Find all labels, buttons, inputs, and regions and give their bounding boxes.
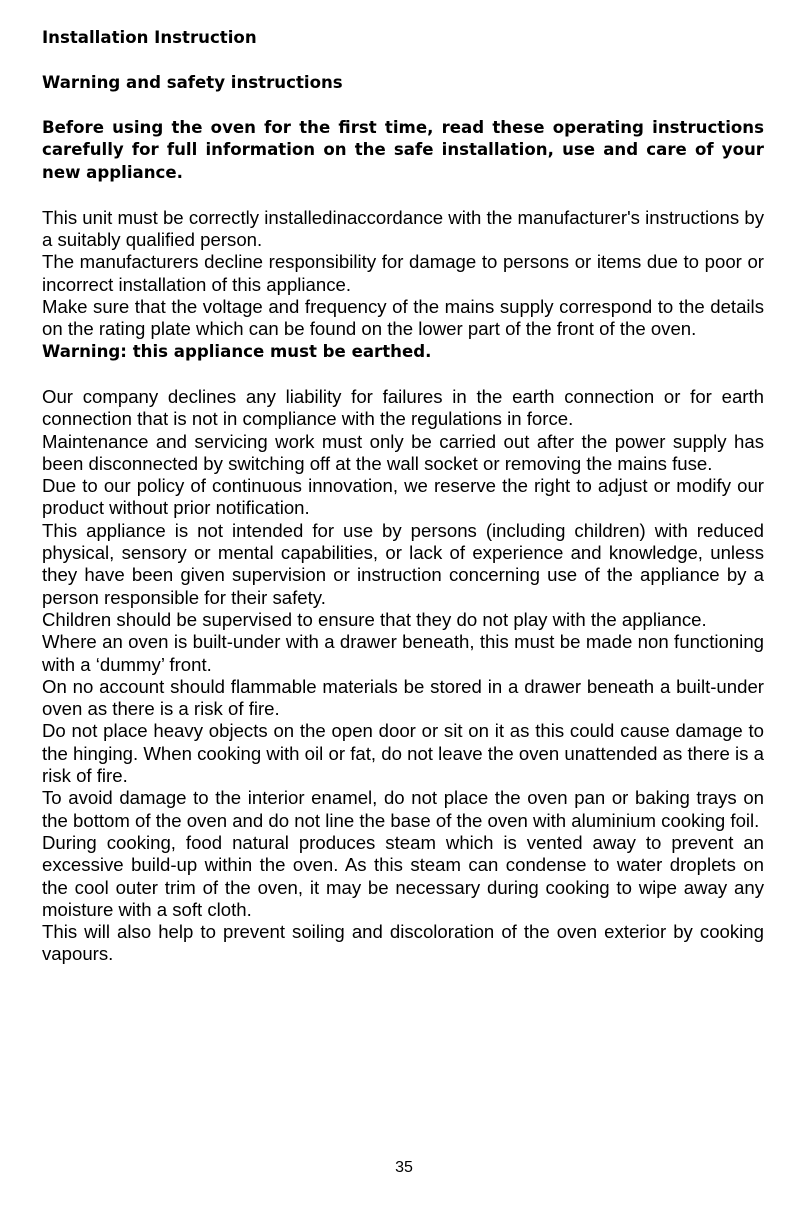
paragraph: Our company declines any liability for failures in the earth connection or for earth connection that is not in compliance with the regulations in force.	[42, 385, 764, 430]
spacer	[42, 49, 764, 72]
paragraph: This unit must be correctly installedinaccordance with the manufacturer's instructions by a suitably qualified person.	[42, 206, 764, 251]
earth-warning: Warning: this appliance must be earthed.	[42, 341, 432, 361]
paragraph: To avoid damage to the interior enamel, do not place the oven pan or baking trays on the bottom of the oven and do not line the base of the oven with aluminium cooking foil.	[42, 787, 764, 831]
page-number: 35	[395, 1159, 413, 1176]
paragraph: Due to our policy of continuous innovation, we reserve the right to adjust or modify our product without prior notification.	[42, 475, 764, 519]
paragraph: The manufacturers decline responsibility for damage to persons or items due to poor or incorrect installation of this appliance.	[42, 251, 764, 295]
paragraph: During cooking, food natural produces steam which is vented away to prevent an excessive build-up within the oven. As this steam can condense to water droplets on the cool outer trim of the oven, it may be necessary during cooking to wipe away any moisture with a soft cloth.	[42, 831, 764, 920]
manual-page	[42, 27, 764, 966]
paragraph: Make sure that the voltage and frequency of the mains supply correspond to the details on the rating plate which can be found on the lower part of the front of the oven.	[42, 296, 764, 340]
paragraph: Children should be supervised to ensure that they do not play with the appliance.	[42, 608, 707, 630]
paragraph: On no account should flammable materials be stored in a drawer beneath a built-under oven as there is a risk of fire.	[42, 675, 764, 720]
paragraph: Where an oven is built-under with a drawer beneath, this must be made non functioning with a ‘dummy’ front.	[42, 631, 764, 675]
spacer	[42, 363, 764, 386]
intro-paragraph: Before using the oven for the first time, read these operating instructions carefully for full information on the safe installation, use and care of your new appliance.	[42, 118, 764, 182]
paragraph: Maintenance and servicing work must only be carried out after the power supply has been disconnected by switching off at the wall socket or removing the mains fuse.	[42, 430, 764, 474]
page-title: Installation Instruction	[42, 28, 257, 47]
paragraph: This appliance is not intended for use by persons (including children) with reduced physical, sensory or mental capabilities, or lack of experience and knowledge, unless they have been given supervision or instruction concerning use of the appliance by a person responsible for their safety.	[42, 519, 764, 608]
spacer	[42, 94, 764, 117]
spacer	[42, 184, 764, 207]
paragraph: Do not place heavy objects on the open door or sit on it as this could cause damage to the hinging. When cooking with oil or fat, do not leave the oven unattended as there is a risk of fire.	[42, 720, 764, 787]
paragraph: This will also help to prevent soiling and discoloration of the oven exterior by cooking vapours.	[42, 921, 764, 965]
section-title: Warning and safety instructions	[42, 73, 343, 92]
